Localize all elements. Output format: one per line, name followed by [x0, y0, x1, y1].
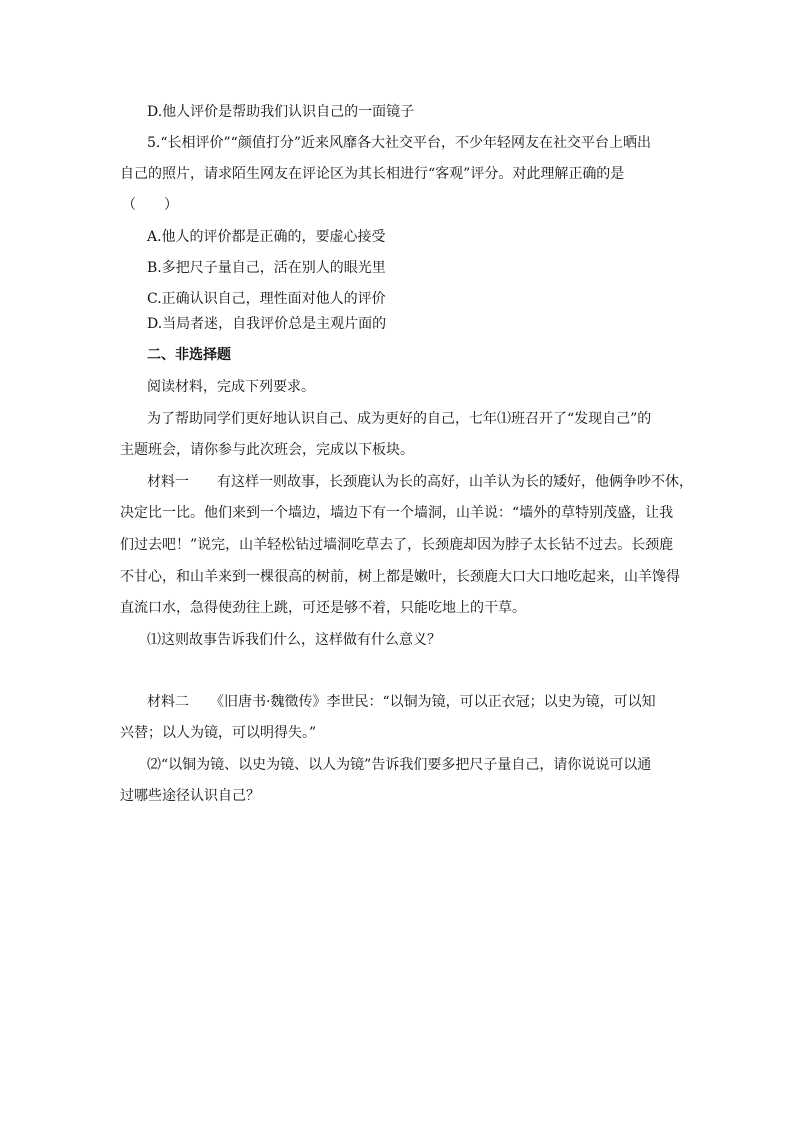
q5-option-b: B.多把尺子量自己，活在别人的眼光里 [147, 260, 386, 276]
question-2-line2: 过哪些途径认识自己？ [120, 788, 260, 804]
section-heading: 二、非选择题 [147, 347, 231, 363]
material1-line3: 们过去吧！”说完，山羊轻松钻过墙洞吃草去了，长颈鹿却因为脖子太长钻不过去。长颈鹿 [120, 537, 674, 553]
material1-line2: 决定比一比。他们来到一个墙边，墙边下有一个墙洞，山羊说：“墙外的草特别茂盛，让我 [120, 505, 674, 521]
question-1: ⑴这则故事告诉我们什么，这样做有什么意义？ [147, 632, 441, 648]
q5-stem-line2: 自己的照片，请求陌生网友在评论区为其长相进行“客观”评分。对此理解正确的是 [120, 166, 625, 182]
intro-line2: 主题班会，请你参与此次班会，完成以下板块。 [120, 442, 414, 458]
intro-line1: 为了帮助同学们更好地认识自己、成为更好的自己，七年⑴班召开了“发现自己”的 [147, 411, 652, 427]
question-2-line1: ⑵“以铜为镜、以史为镜、以人为镜”告诉我们要多把尺子量自己，请你说说可以通 [147, 757, 652, 773]
material1-line5: 直流口水，急得使劲往上跳，可还是够不着，只能吃地上的干草。 [120, 600, 526, 616]
q5-option-d: D.当局者迷，自我评价总是主观片面的 [147, 316, 387, 332]
q5-stem-line1: 5.“长相评价”“颜值打分”近来风靡各大社交平台，不少年轻网友在社交平台上晒出 [147, 135, 651, 151]
section-instruction: 阅读材料，完成下列要求。 [147, 379, 315, 395]
q4-option-d: D.他人评价是帮助我们认识自己的一面镜子 [147, 104, 415, 120]
material2-line2: 兴替；以人为镜，可以明得失。” [120, 725, 317, 741]
q5-option-a: A.他人的评价都是正确的，要虚心接受 [147, 229, 386, 245]
material1-line4: 不甘心，和山羊来到一棵很高的树前，树上都是嫩叶，长颈鹿大口大口地吃起来，山羊馋得 [120, 569, 680, 585]
q5-answer-blank: （ ） [122, 197, 178, 213]
q5-option-c: C.正确认识自己，理性面对他人的评价 [147, 291, 386, 307]
material2-line1: 材料二 《旧唐书·魏徵传》李世民：“以铜为镜，可以正衣冠；以史为镜，可以知 [147, 694, 656, 710]
material1-line1: 材料一 有这样一则故事，长颈鹿认为长的高好，山羊认为长的矮好，他俩争吵不休， [147, 474, 693, 490]
